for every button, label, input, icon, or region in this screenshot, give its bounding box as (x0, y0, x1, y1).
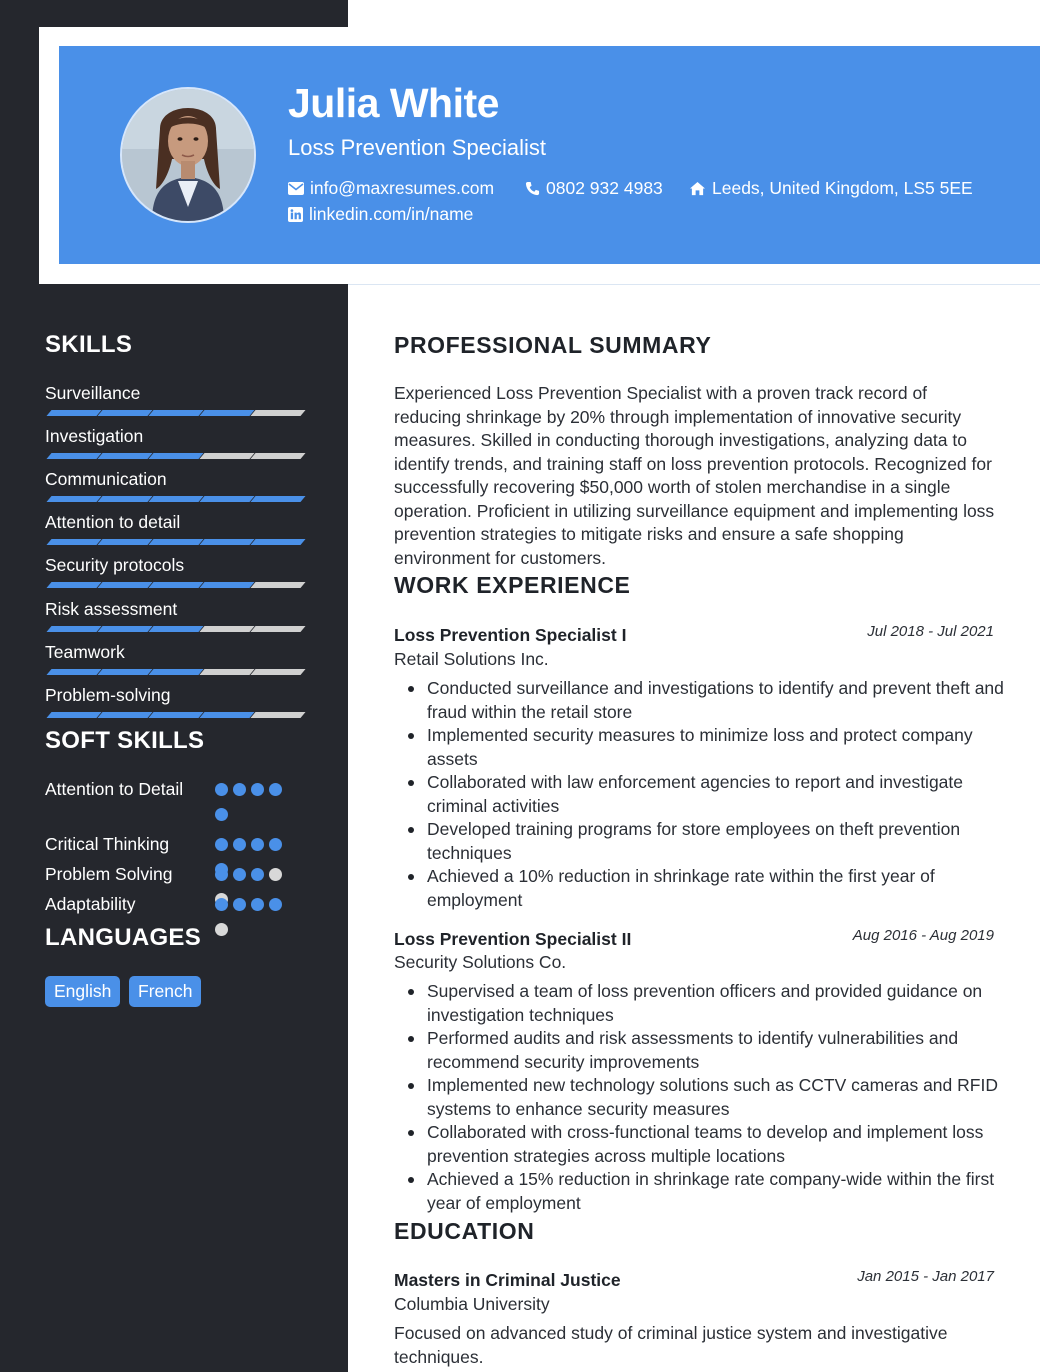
skill-bar-filled (199, 712, 254, 718)
list-item: Implemented new technology solutions such as CCTV cameras and RFID systems to enhance security measures (406, 1074, 1006, 1121)
skill-level-bar (45, 669, 303, 675)
skill-level-bar (45, 539, 303, 545)
skill-label: Attention to detail (45, 512, 181, 532)
skill-bar-filled (97, 453, 152, 459)
skill-bar-filled (148, 453, 203, 459)
soft-skill-label: Attention to Detail (45, 779, 184, 799)
rating-dot-filled (269, 838, 282, 851)
rating-dot-filled (215, 808, 228, 821)
skill-bar-filled (199, 539, 254, 545)
candidate-title: Loss Prevention Specialist (288, 135, 547, 160)
skill-bar-filled (250, 496, 305, 502)
job-role: Loss Prevention Specialist II (394, 929, 632, 949)
list-item: Implemented security measures to minimize loss and protect company assets (406, 724, 1006, 771)
job-dates: Aug 2016 - Aug 2019 (852, 927, 994, 944)
contact-phone[interactable] (525, 178, 663, 199)
skill-bar-filled (97, 669, 152, 675)
skill-label: Surveillance (45, 383, 141, 403)
rating-dot-filled (215, 783, 228, 796)
education-dates: Jan 2015 - Jan 2017 (857, 1268, 994, 1285)
skill-item (45, 383, 303, 403)
degree-title: Masters in Criminal Justice (394, 1270, 621, 1290)
skill-bar-empty (199, 453, 254, 459)
skill-bar-filled (97, 410, 152, 416)
skill-bar-empty (250, 582, 305, 588)
soft-skill-label: Critical Thinking (45, 834, 170, 854)
phone-icon (525, 181, 540, 196)
education-description: Focused on advanced study of criminal justice system and investigative techniques. (394, 1323, 948, 1367)
rating-dot-filled (251, 868, 264, 881)
candidate-name: Julia White (288, 80, 499, 126)
envelope-icon (288, 182, 304, 195)
linkedin-text: linkedin.com/in/name (309, 204, 474, 224)
phone-text: 0802 932 4983 (546, 178, 663, 198)
skill-bar-filled (46, 496, 101, 502)
skill-bar-filled (97, 626, 152, 632)
list-item: Conducted surveillance and investigations to identify and prevent theft and fraud within the retail store (406, 677, 1006, 724)
summary-heading: PROFESSIONAL SUMMARY (394, 332, 712, 358)
skill-label: Risk assessment (45, 599, 178, 619)
education-heading: EDUCATION (394, 1218, 535, 1244)
skill-bar-filled (46, 410, 101, 416)
language-tag: French (129, 976, 201, 1007)
contact-linkedin[interactable] (288, 204, 473, 225)
skill-level-bar (45, 410, 303, 416)
skill-bar-filled (97, 712, 152, 718)
job-dates: Jul 2018 - Jul 2021 (867, 623, 994, 640)
skill-bar-filled (199, 410, 254, 416)
skill-label: Security protocols (45, 555, 185, 575)
rating-dot-filled (233, 838, 246, 851)
skill-bar-filled (46, 626, 101, 632)
skills-heading: SKILLS (45, 331, 133, 358)
skill-item (45, 469, 303, 489)
rating-dot-empty (269, 868, 282, 881)
rating-dot-filled (269, 783, 282, 796)
skill-level-bar (45, 712, 303, 718)
skill-bar-filled (148, 410, 203, 416)
list-item: Collaborated with cross-functional teams to develop and implement loss prevention strategies across multiple locations (406, 1121, 1006, 1168)
skill-item (45, 426, 303, 446)
skill-bar-filled (46, 669, 101, 675)
skill-bar-empty (199, 669, 254, 675)
skill-bar-empty (199, 626, 254, 632)
skill-bar-filled (148, 626, 203, 632)
skill-label: Investigation (45, 426, 144, 446)
soft-skill-label: Adaptability (45, 894, 136, 914)
rating-dot-empty (215, 923, 228, 936)
job-company: Security Solutions Co. (394, 952, 567, 972)
skill-bar-filled (97, 582, 152, 588)
skill-level-bar (45, 496, 303, 502)
rating-dot-filled (215, 868, 228, 881)
soft-skills-heading: SOFT SKILLS (45, 727, 205, 754)
profile-photo (120, 87, 256, 223)
list-item: Achieved a 15% reduction in shrinkage rate company-wide within the first year of employment (406, 1168, 1006, 1215)
skill-level-bar (45, 453, 303, 459)
contact-location (689, 178, 973, 199)
home-icon (689, 181, 706, 196)
skill-bar-filled (148, 539, 203, 545)
skill-item (45, 555, 303, 575)
soft-skill-label: Problem Solving (45, 864, 173, 884)
skill-bar-empty (250, 669, 305, 675)
school-name: Columbia University (394, 1294, 550, 1314)
job-role: Loss Prevention Specialist I (394, 625, 627, 645)
rating-dot-filled (233, 898, 246, 911)
skill-bar-filled (97, 496, 152, 502)
skill-bar-empty (250, 712, 305, 718)
skill-bar-filled (46, 582, 101, 588)
skill-bar-filled (148, 712, 203, 718)
skill-item (45, 512, 303, 532)
skill-bar-filled (46, 712, 101, 718)
experience-heading: WORK EXPERIENCE (394, 572, 631, 598)
header (59, 46, 1040, 264)
skill-bar-filled (199, 496, 254, 502)
skill-bar-empty (250, 626, 305, 632)
list-item: Collaborated with law enforcement agencies to report and investigate criminal activities (406, 771, 1006, 818)
skill-bar-filled (148, 669, 203, 675)
email-text: info@maxresumes.com (310, 178, 495, 198)
skill-bar-filled (199, 582, 254, 588)
skill-bar-filled (148, 582, 203, 588)
skill-label: Communication (45, 469, 167, 489)
summary-text: Experienced Loss Prevention Specialist with a proven track record of reducing shrinkage by 20% through implementation of innovative security measures. Skilled in conducting thorough investigations, analyzing data to identify trends, and training staff on loss prevention protocols. Recognized for successfully recovering $50,000 worth of stolen merchandise in a single operation. Proficient in utilizing surveillance equipment and implementing loss prevention strategies to mitigate risks and ensure a safe shopping environment for customers. (394, 383, 995, 568)
language-tag: English (45, 976, 120, 1007)
list-item: Performed audits and risk assessments to identify vulnerabilities and recommend security improvements (406, 1027, 1006, 1074)
skill-item (45, 685, 303, 705)
skill-bar-filled (46, 453, 101, 459)
linkedin-icon (288, 207, 303, 222)
job-bullets (406, 677, 1006, 912)
job-company: Retail Solutions Inc. (394, 649, 549, 669)
list-item: Developed training programs for store employees on theft prevention techniques (406, 818, 1006, 865)
skill-level-bar (45, 626, 303, 632)
list-item: Achieved a 10% reduction in shrinkage rate within the first year of employment (406, 865, 1006, 912)
job-bullets (406, 980, 1006, 1215)
contact-email[interactable] (288, 178, 494, 199)
list-item: Supervised a team of loss prevention officers and provided guidance on investigation techniques (406, 980, 1006, 1027)
rating-dot-filled (215, 898, 228, 911)
rating-dot-filled (269, 898, 282, 911)
skill-bar-empty (250, 453, 305, 459)
skill-bar-filled (46, 539, 101, 545)
skill-bar-filled (97, 539, 152, 545)
skill-bar-filled (250, 539, 305, 545)
languages-heading: LANGUAGES (45, 924, 202, 951)
skill-bar-filled (148, 496, 203, 502)
rating-dot-filled (215, 838, 228, 851)
rating-dot-filled (233, 783, 246, 796)
skill-bar-empty (250, 410, 305, 416)
location-text: Leeds, United Kingdom, LS5 5EE (712, 178, 973, 198)
header-divider (348, 284, 1040, 285)
skill-label: Teamwork (45, 642, 125, 662)
skill-item (45, 642, 303, 662)
rating-dot-filled (233, 868, 246, 881)
skill-level-bar (45, 582, 303, 588)
rating-dot-filled (251, 838, 264, 851)
skill-item (45, 599, 303, 619)
rating-dot-filled (251, 783, 264, 796)
rating-dot-filled (251, 898, 264, 911)
skill-label: Problem-solving (45, 685, 171, 705)
